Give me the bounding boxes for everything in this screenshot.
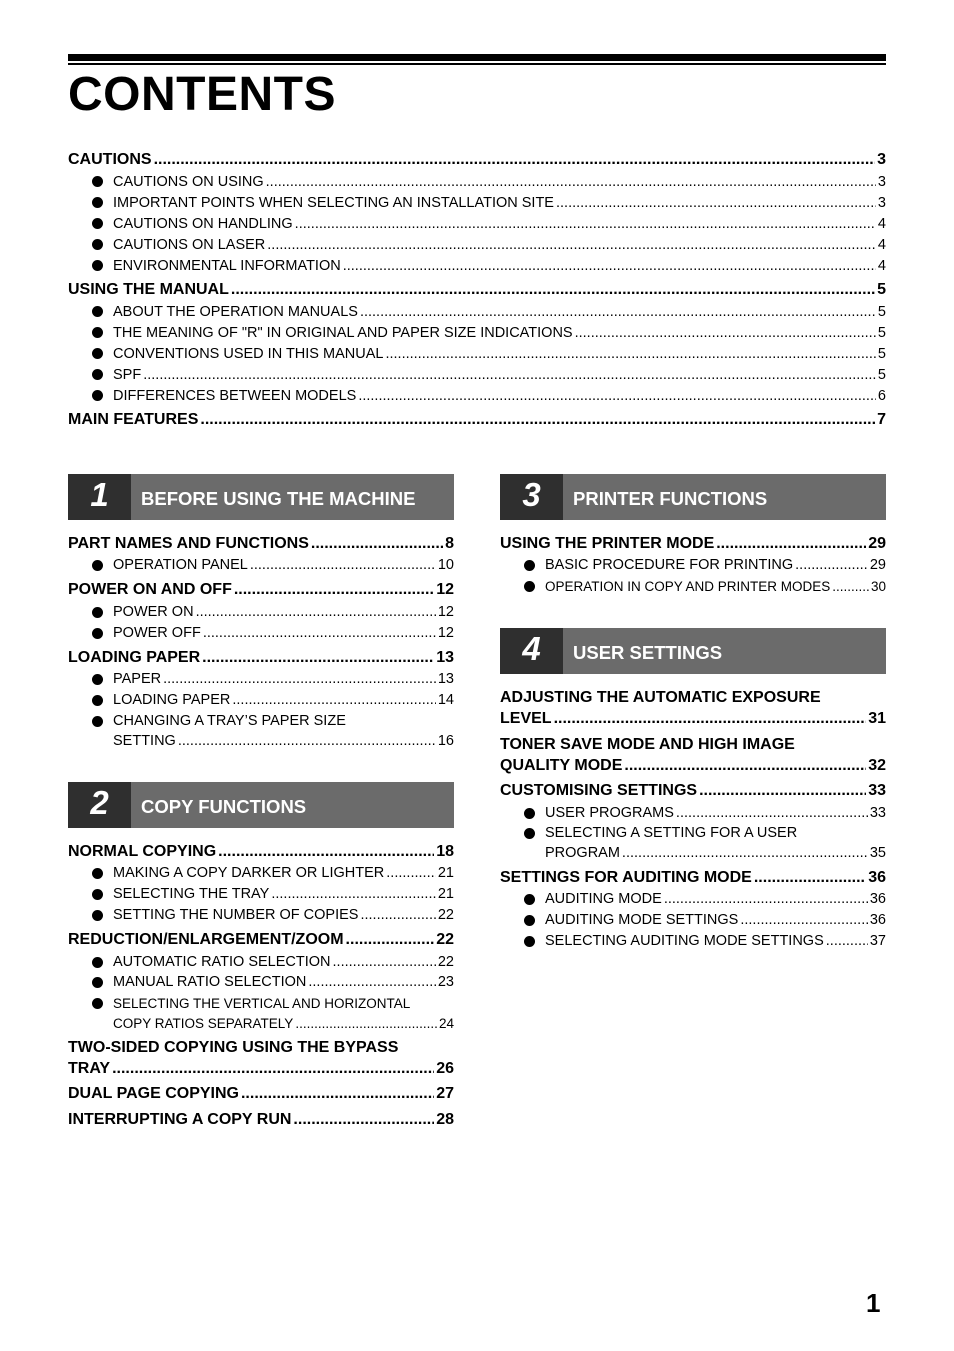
- toc-entry-power-on[interactable]: POWER ON ..... 12: [113, 603, 454, 622]
- toc-entry-changing-tray[interactable]: SETTING ..... 16: [113, 732, 454, 751]
- toc-entry-auto-exposure-line1[interactable]: ADJUSTING THE AUTOMATIC EXPOSURE: [500, 689, 821, 706]
- toc-entry-paper[interactable]: PAPER ..... 13: [113, 670, 454, 689]
- bullet-icon: [92, 910, 103, 921]
- toc-entry-cautions-on-laser[interactable]: CAUTIONS ON LASER ..... 4: [113, 236, 886, 255]
- toc-entry-about-manuals[interactable]: ABOUT THE OPERATION MANUALS ..... 5: [113, 303, 886, 322]
- toc-entry-selecting-setting[interactable]: PROGRAM ..... 35: [545, 844, 886, 863]
- toc-entry-copy-printer-modes[interactable]: OPERATION IN COPY AND PRINTER MODES ..... 30: [545, 577, 886, 596]
- toc-entry-main-features[interactable]: MAIN FEATURES ..... 7: [68, 410, 886, 430]
- page-number: 1: [866, 1288, 881, 1318]
- bullet-icon: [524, 560, 535, 571]
- bullet-icon: [92, 560, 103, 571]
- toc-entry-power-on-off[interactable]: POWER ON AND OFF ..... 12: [68, 580, 454, 600]
- bullet-icon: [92, 390, 103, 401]
- toc-entry-user-programs[interactable]: USER PROGRAMS ..... 33: [545, 804, 886, 823]
- toc-entry-meaning-r[interactable]: THE MEANING OF "R" IN ORIGINAL AND PAPER SIZE INDICATIONS ..... 5: [113, 324, 886, 343]
- toc-entry-darker-lighter[interactable]: MAKING A COPY DARKER OR LIGHTER ..... 21: [113, 864, 454, 883]
- toc-entry-operation-panel[interactable]: OPERATION PANEL ..... 10: [113, 556, 454, 575]
- toc-entry-two-sided[interactable]: TRAY ..... 26: [68, 1059, 454, 1079]
- bullet-icon: [92, 868, 103, 879]
- bullet-icon: [92, 197, 103, 208]
- toc-entry-normal-copying[interactable]: NORMAL COPYING ..... 18: [68, 842, 454, 862]
- toc-entry-auto-ratio[interactable]: AUTOMATIC RATIO SELECTION ..... 22: [113, 953, 454, 972]
- chapter-title: PRINTER FUNCTIONS: [563, 474, 886, 520]
- toc-entry-auto-exposure[interactable]: LEVEL ..... 31: [500, 709, 886, 729]
- toc-entry-dual-page[interactable]: DUAL PAGE COPYING ..... 27: [68, 1084, 454, 1104]
- toc-entry-auditing-mode-settings[interactable]: AUDITING MODE SETTINGS ..... 36: [545, 911, 886, 930]
- bullet-icon: [92, 716, 103, 727]
- bullet-icon: [92, 674, 103, 685]
- toc-entry-auditing-mode-sub[interactable]: AUDITING MODE ..... 36: [545, 890, 886, 909]
- bullet-icon: [92, 218, 103, 229]
- bullet-icon: [92, 695, 103, 706]
- toc-entry-toner-save-line1[interactable]: TONER SAVE MODE AND HIGH IMAGE: [500, 736, 795, 753]
- bullet-icon: [92, 628, 103, 639]
- bullet-icon: [92, 260, 103, 271]
- chapter-title: COPY FUNCTIONS: [131, 782, 454, 828]
- bullet-icon: [524, 581, 535, 592]
- bullet-icon: [524, 915, 535, 926]
- bullet-icon: [92, 239, 103, 250]
- bullet-icon: [524, 936, 535, 947]
- toc-entry-reduction[interactable]: REDUCTION/ENLARGEMENT/ZOOM ..... 22: [68, 930, 454, 950]
- toc-entry-part-names[interactable]: PART NAMES AND FUNCTIONS ..... 8: [68, 534, 454, 554]
- toc-entry-interrupting[interactable]: INTERRUPTING A COPY RUN ..... 28: [68, 1110, 454, 1130]
- toc-entry-toner-save[interactable]: QUALITY MODE ..... 32: [500, 756, 886, 776]
- toc-entry-cautions-on-handling[interactable]: CAUTIONS ON HANDLING ..... 4: [113, 215, 886, 234]
- toc-entry-selecting-tray[interactable]: SELECTING THE TRAY ..... 21: [113, 885, 454, 904]
- toc-entry-vertical-horizontal[interactable]: COPY RATIOS SEPARATELY ..... 24: [113, 1014, 454, 1033]
- bullet-icon: [524, 894, 535, 905]
- toc-entry-basic-procedure[interactable]: BASIC PROCEDURE FOR PRINTING ..... 29: [545, 556, 886, 575]
- toc-entry-spf[interactable]: SPF ..... 5: [113, 366, 886, 385]
- bullet-icon: [92, 369, 103, 380]
- bullet-icon: [92, 957, 103, 968]
- bullet-icon: [92, 348, 103, 359]
- toc-entry-power-off[interactable]: POWER OFF ..... 12: [113, 624, 454, 643]
- bullet-icon: [92, 607, 103, 618]
- toc-entry-loading-paper-sub[interactable]: LOADING PAPER ..... 14: [113, 691, 454, 710]
- chapter-number: 1: [68, 474, 131, 520]
- chapter-1-header: [68, 474, 454, 520]
- toc-entry-two-sided-line1[interactable]: TWO-SIDED COPYING USING THE BYPASS: [68, 1039, 399, 1056]
- bullet-icon: [92, 998, 103, 1009]
- toc-entry-loading-paper[interactable]: LOADING PAPER ..... 13: [68, 648, 454, 668]
- toc-entry-number-of-copies[interactable]: SETTING THE NUMBER OF COPIES ..... 22: [113, 906, 454, 925]
- toc-entry-manual-ratio[interactable]: MANUAL RATIO SELECTION ..... 23: [113, 973, 454, 992]
- toc-entry-printer-mode[interactable]: USING THE PRINTER MODE ..... 29: [500, 534, 886, 554]
- chapter-title: BEFORE USING THE MACHINE: [131, 474, 454, 520]
- bullet-icon: [524, 828, 535, 839]
- bullet-icon: [92, 889, 103, 900]
- bullet-icon: [92, 327, 103, 338]
- toc-entry-vertical-horizontal-line1[interactable]: SELECTING THE VERTICAL AND HORIZONTAL: [113, 996, 411, 1011]
- toc-entry-changing-tray-line1[interactable]: CHANGING A TRAY’S PAPER SIZE: [113, 713, 346, 729]
- bullet-icon: [524, 808, 535, 819]
- chapter-3-header: [500, 474, 886, 520]
- chapter-number: 2: [68, 782, 131, 828]
- toc-entry-auditing-mode[interactable]: SETTINGS FOR AUDITING MODE ..... 36: [500, 868, 886, 888]
- toc-entry-conventions[interactable]: CONVENTIONS USED IN THIS MANUAL ..... 5: [113, 345, 886, 364]
- toc-entry-selecting-auditing[interactable]: SELECTING AUDITING MODE SETTINGS ..... 37: [545, 932, 886, 951]
- title-rule-thin: [68, 63, 886, 65]
- toc-entry-using-manual[interactable]: USING THE MANUAL ..... 5: [68, 280, 886, 300]
- chapter-2-header: [68, 782, 454, 828]
- toc-entry-cautions[interactable]: CAUTIONS ..... 3: [68, 150, 886, 170]
- toc-entry-important-points[interactable]: IMPORTANT POINTS WHEN SELECTING AN INSTALLATION SITE ..... 3: [113, 194, 886, 213]
- chapter-title: USER SETTINGS: [563, 628, 886, 674]
- toc-entry-selecting-setting-line1[interactable]: SELECTING A SETTING FOR A USER: [545, 825, 798, 841]
- toc-entry-cautions-on-using[interactable]: CAUTIONS ON USING ..... 3: [113, 173, 886, 192]
- chapter-number: 4: [500, 628, 563, 674]
- bullet-icon: [92, 977, 103, 988]
- page-title: CONTENTS: [68, 68, 336, 121]
- toc-entry-differences[interactable]: DIFFERENCES BETWEEN MODELS ..... 6: [113, 387, 886, 406]
- toc-entry-environmental[interactable]: ENVIRONMENTAL INFORMATION ..... 4: [113, 257, 886, 276]
- title-rule-thick: [68, 54, 886, 61]
- toc-entry-customising[interactable]: CUSTOMISING SETTINGS ..... 33: [500, 781, 886, 801]
- bullet-icon: [92, 306, 103, 317]
- chapter-number: 3: [500, 474, 563, 520]
- chapter-4-header: [500, 628, 886, 674]
- bullet-icon: [92, 176, 103, 187]
